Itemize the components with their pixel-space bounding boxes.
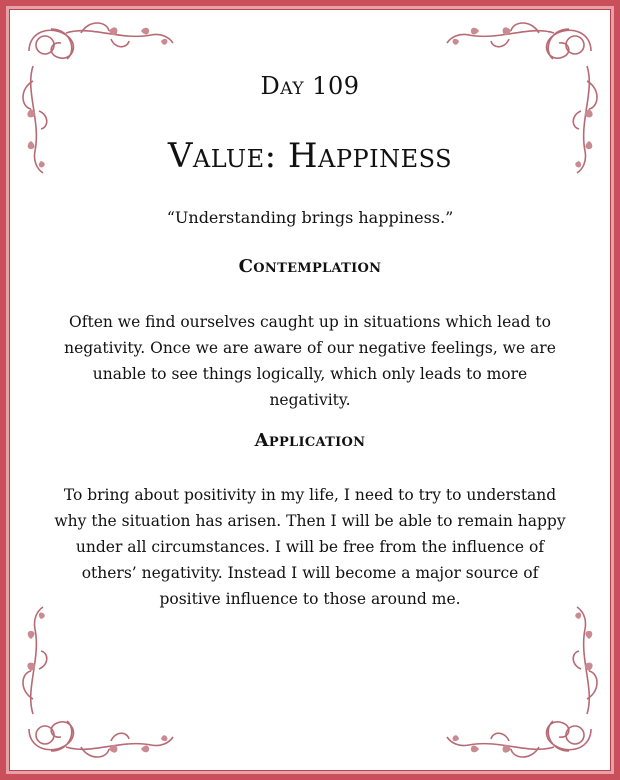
contemplation-heading: Contemplation	[238, 256, 382, 277]
contemplation-text: Often we find ourselves caught up in situations which lead to negativity. Once we are aware of our negative feelings, we are unable to see things logically, which only leads to more negativity.	[64, 313, 556, 409]
corner-flourish-icon	[11, 594, 186, 769]
application-text: To bring about positivity in my life, I need to try to understand why the situation has arisen. Then I will be able to remain happy under all circumstances. I will be free from the influence of others’ negativity. Instead I will become a major source of positive influence to those around me.	[54, 486, 566, 608]
quote: “Understanding brings happiness.”	[166, 208, 454, 227]
day-label: Day 109	[260, 72, 360, 100]
value-title: Value: Happiness	[167, 136, 453, 176]
application-heading: Application	[254, 430, 366, 451]
corner-flourish-icon	[434, 594, 609, 769]
